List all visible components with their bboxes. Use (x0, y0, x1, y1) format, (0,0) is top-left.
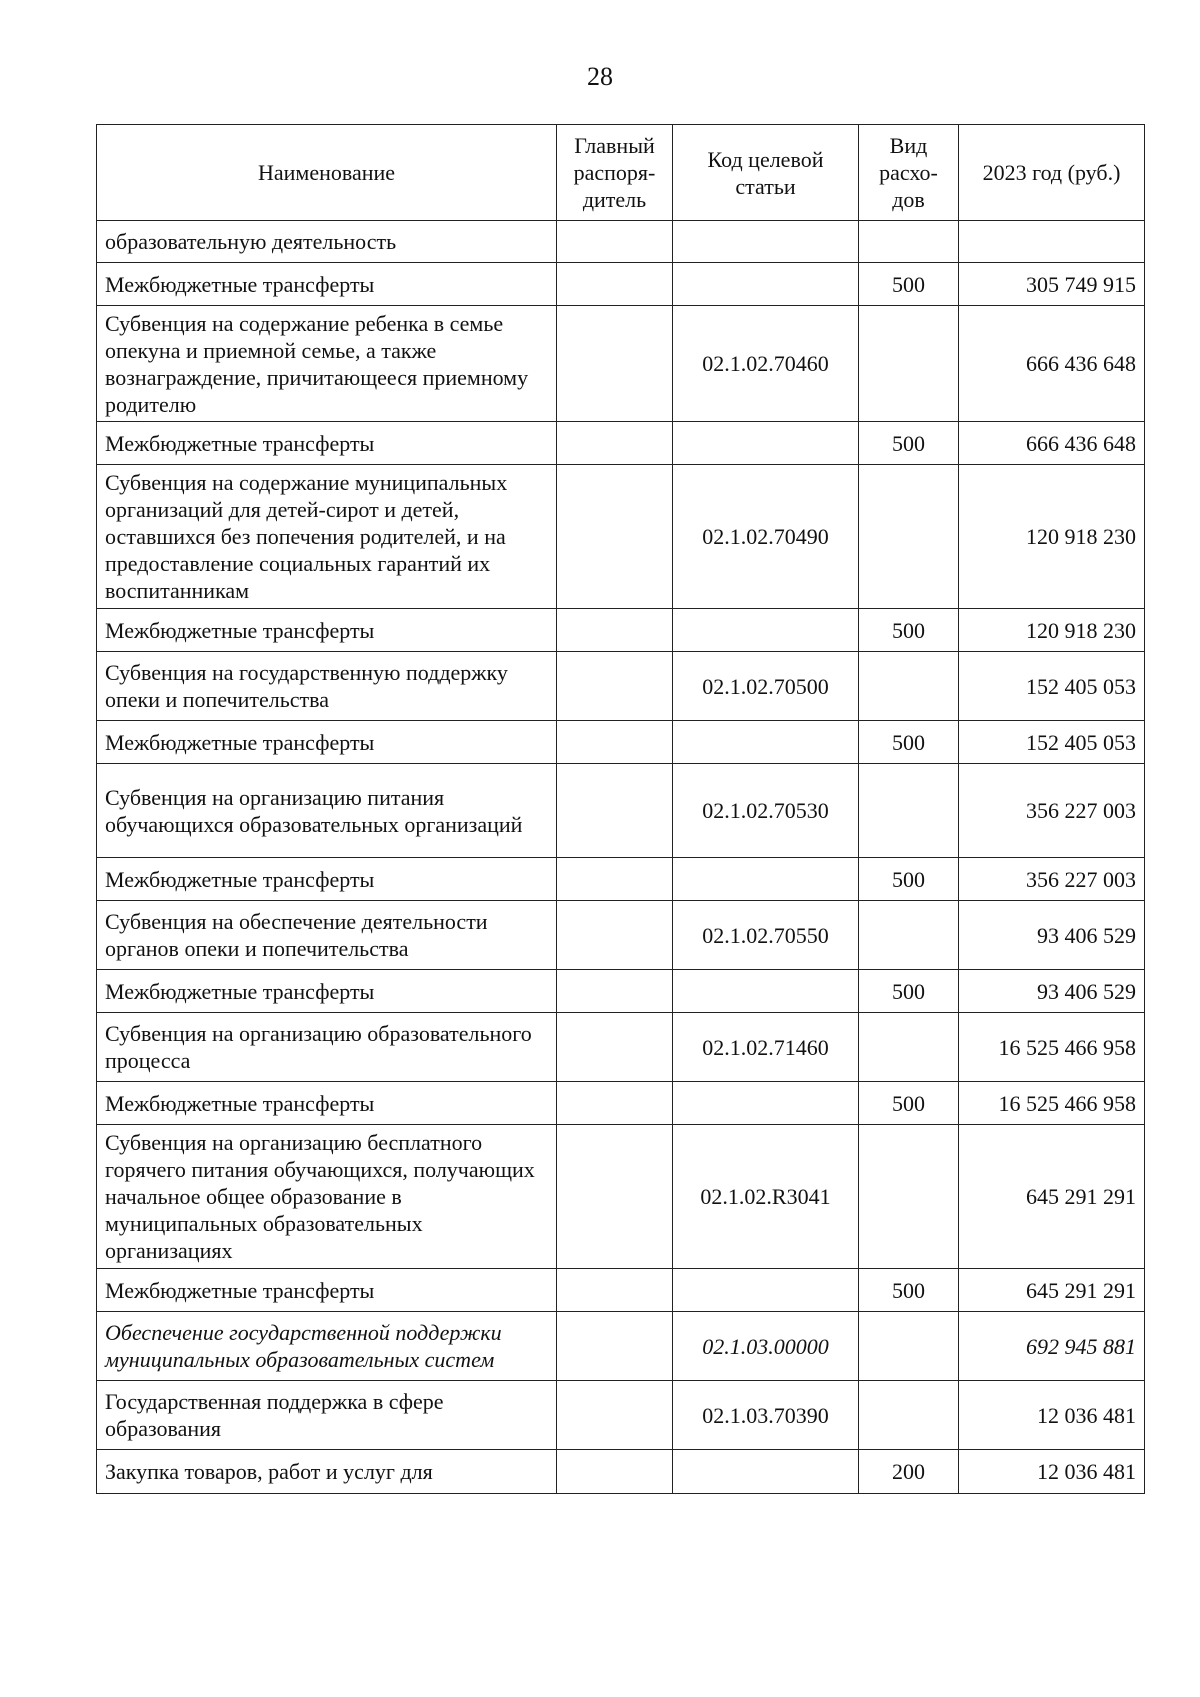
table-row (97, 1269, 1145, 1312)
row-type-cell: 500 (859, 422, 959, 465)
row-name-cell: Субвенция на организацию образовательного процесса (97, 1013, 557, 1082)
row-manager-cell (557, 1082, 673, 1125)
row-manager-cell (557, 970, 673, 1013)
row-manager-cell (557, 1269, 673, 1312)
header-code: Код целевой статьи (673, 125, 859, 221)
row-name-cell: Субвенция на обеспечение деятельности органов опеки и попечительства (97, 901, 557, 970)
row-type-cell: 500 (859, 1269, 959, 1312)
budget-table (96, 124, 1145, 1494)
row-code-cell (673, 1269, 859, 1312)
row-type-cell: 500 (859, 970, 959, 1013)
row-name-cell: Субвенция на содержание ребенка в семье опекуна и приемной семье, а также вознаграждение, причитающееся приемному родителю (97, 306, 557, 422)
row-type-cell: 500 (859, 1082, 959, 1125)
table-row (97, 1013, 1145, 1082)
row-type-cell: 200 (859, 1450, 959, 1494)
row-code-cell (673, 609, 859, 652)
row-amount-cell: 120 918 230 (959, 609, 1145, 652)
row-manager-cell (557, 1013, 673, 1082)
row-name-cell: Государственная поддержка в сфере образования (97, 1381, 557, 1450)
table-row (97, 1450, 1145, 1494)
page-number: 28 (587, 62, 613, 91)
table-row (97, 221, 1145, 263)
row-type-cell (859, 1312, 959, 1381)
row-type-cell (859, 465, 959, 609)
row-manager-cell (557, 465, 673, 609)
row-manager-cell (557, 422, 673, 465)
row-amount-cell: 645 291 291 (959, 1125, 1145, 1269)
row-name-cell: образовательную деятельность (97, 221, 557, 263)
row-manager-cell (557, 306, 673, 422)
row-manager-cell (557, 221, 673, 263)
row-amount-cell: 152 405 053 (959, 652, 1145, 721)
row-code-cell: 02.1.02.R3041 (673, 1125, 859, 1269)
table-row (97, 422, 1145, 465)
row-type-cell (859, 901, 959, 970)
table-header-row (97, 125, 1145, 221)
row-type-cell (859, 306, 959, 422)
row-code-cell: 02.1.02.70460 (673, 306, 859, 422)
table-row (97, 970, 1145, 1013)
header-name: Наименование (97, 125, 557, 221)
row-manager-cell (557, 609, 673, 652)
table-row (97, 609, 1145, 652)
row-code-cell: 02.1.02.70550 (673, 901, 859, 970)
row-type-cell: 500 (859, 858, 959, 901)
row-code-cell: 02.1.03.70390 (673, 1381, 859, 1450)
row-amount-cell: 666 436 648 (959, 306, 1145, 422)
row-name-cell: Межбюджетные трансферты (97, 263, 557, 306)
row-name-cell: Межбюджетные трансферты (97, 1082, 557, 1125)
row-manager-cell (557, 764, 673, 858)
row-type-cell (859, 652, 959, 721)
row-manager-cell (557, 1381, 673, 1450)
table-row (97, 764, 1145, 858)
row-type-cell (859, 221, 959, 263)
row-code-cell (673, 858, 859, 901)
table-row (97, 1312, 1145, 1381)
row-type-cell: 500 (859, 263, 959, 306)
row-code-cell (673, 221, 859, 263)
row-name-cell: Межбюджетные трансферты (97, 1269, 557, 1312)
row-type-cell: 500 (859, 721, 959, 764)
row-name-cell: Субвенция на организацию бесплатного горячего питания обучающихся, получающих начальное общее образование в муниципальных образовательных организациях (97, 1125, 557, 1269)
row-name-cell: Закупка товаров, работ и услуг для (97, 1450, 557, 1494)
row-code-cell: 02.1.02.70530 (673, 764, 859, 858)
row-code-cell: 02.1.02.71460 (673, 1013, 859, 1082)
row-amount-cell: 120 918 230 (959, 465, 1145, 609)
table-row (97, 1082, 1145, 1125)
row-code-cell: 02.1.03.00000 (673, 1312, 859, 1381)
row-manager-cell (557, 1312, 673, 1381)
row-type-cell (859, 1125, 959, 1269)
row-amount-cell: 93 406 529 (959, 901, 1145, 970)
row-name-cell: Межбюджетные трансферты (97, 609, 557, 652)
row-code-cell: 02.1.02.70500 (673, 652, 859, 721)
table-row (97, 721, 1145, 764)
row-manager-cell (557, 858, 673, 901)
row-manager-cell (557, 721, 673, 764)
row-type-cell (859, 1013, 959, 1082)
row-code-cell (673, 721, 859, 764)
row-amount-cell: 305 749 915 (959, 263, 1145, 306)
header-manager: Главный распоря- дитель (557, 125, 673, 221)
row-name-cell: Межбюджетные трансферты (97, 422, 557, 465)
row-name-cell: Межбюджетные трансферты (97, 858, 557, 901)
table-row (97, 858, 1145, 901)
row-amount-cell: 12 036 481 (959, 1381, 1145, 1450)
table-row (97, 1125, 1145, 1269)
row-code-cell (673, 970, 859, 1013)
row-type-cell: 500 (859, 609, 959, 652)
row-code-cell: 02.1.02.70490 (673, 465, 859, 609)
row-amount-cell (959, 221, 1145, 263)
row-code-cell (673, 422, 859, 465)
row-amount-cell: 356 227 003 (959, 764, 1145, 858)
row-amount-cell: 356 227 003 (959, 858, 1145, 901)
row-amount-cell: 12 036 481 (959, 1450, 1145, 1494)
row-name-cell: Субвенция на организацию питания обучающихся образовательных организаций (97, 764, 557, 858)
row-amount-cell: 16 525 466 958 (959, 1013, 1145, 1082)
table-row (97, 306, 1145, 422)
row-code-cell (673, 1082, 859, 1125)
row-code-cell (673, 263, 859, 306)
row-manager-cell (557, 901, 673, 970)
row-name-cell: Обеспечение государственной поддержки муниципальных образовательных систем (97, 1312, 557, 1381)
row-type-cell (859, 1381, 959, 1450)
table-row (97, 263, 1145, 306)
row-manager-cell (557, 263, 673, 306)
row-amount-cell: 692 945 881 (959, 1312, 1145, 1381)
row-manager-cell (557, 1125, 673, 1269)
row-amount-cell: 16 525 466 958 (959, 1082, 1145, 1125)
table-row (97, 901, 1145, 970)
table-row (97, 465, 1145, 609)
row-manager-cell (557, 1450, 673, 1494)
row-manager-cell (557, 652, 673, 721)
row-name-cell: Субвенция на содержание муниципальных организаций для детей-сирот и детей, оставшихся без попечения родителей, и на предоставление социальных гарантий их воспитанникам (97, 465, 557, 609)
row-name-cell: Субвенция на государственную поддержку опеки и попечительства (97, 652, 557, 721)
row-type-cell (859, 764, 959, 858)
header-type: Вид расхо- дов (859, 125, 959, 221)
table-row (97, 652, 1145, 721)
table-body (97, 221, 1145, 1494)
row-name-cell: Межбюджетные трансферты (97, 970, 557, 1013)
table-row (97, 1381, 1145, 1450)
row-amount-cell: 152 405 053 (959, 721, 1145, 764)
row-name-cell: Межбюджетные трансферты (97, 721, 557, 764)
header-amount: 2023 год (руб.) (959, 125, 1145, 221)
row-code-cell (673, 1450, 859, 1494)
row-amount-cell: 645 291 291 (959, 1269, 1145, 1312)
row-amount-cell: 666 436 648 (959, 422, 1145, 465)
row-amount-cell: 93 406 529 (959, 970, 1145, 1013)
